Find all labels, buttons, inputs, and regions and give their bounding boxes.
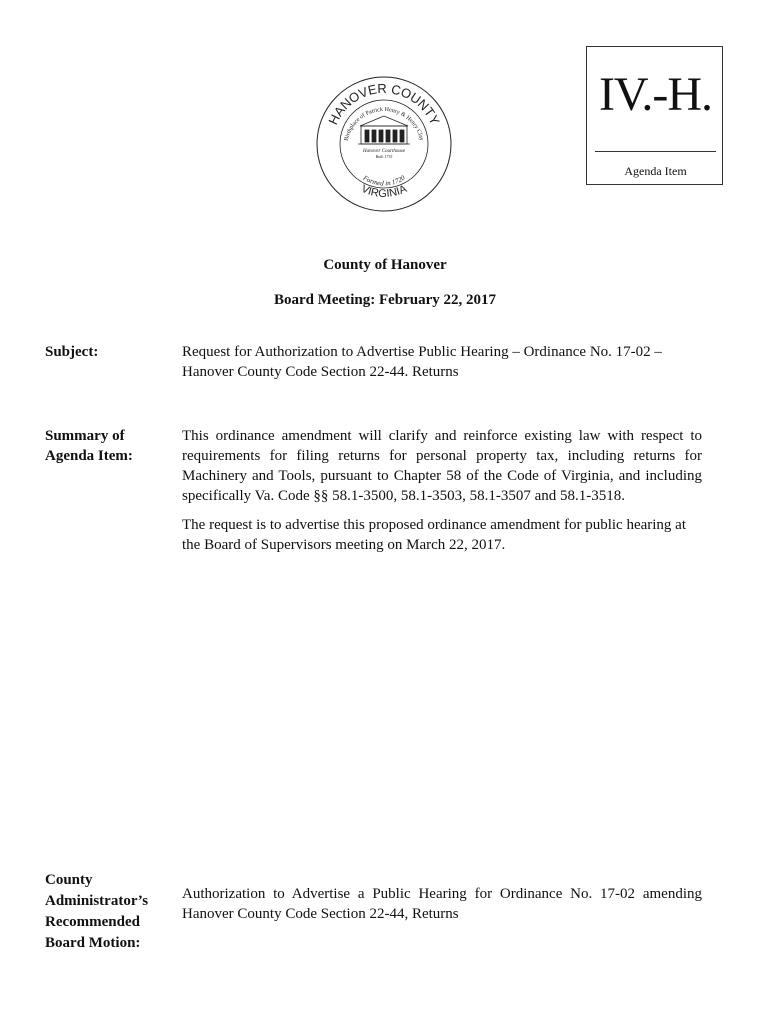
agenda-item-number: IV.-H. — [598, 68, 713, 121]
county-seal-logo — [314, 74, 454, 214]
summary-paragraph-1: This ordinance amendment will clarify and reinforce existing law with respect to requirements for filing returns for personal property tax, including returns for Machinery and Tools, pursuant to Chapter 58 of the Code of Virginia, and including specifically Va. Code §§ 58.1-3500, 58.1-3503, 58.1-3507 and 58.1-3518. — [182, 428, 702, 504]
courthouse-building-icon — [358, 116, 410, 144]
subject-text: Request for Authorization to Advertise Public Hearing – Ordinance No. 17-02 – Hanover County Code Section 22-44. Returns — [182, 344, 662, 380]
seal-building-caption: Hanover Courthouse — [362, 149, 406, 154]
summary-paragraph-2: The request is to advertise this proposed ordinance amendment for public hearing at the Board of Supervisors meeting on March 22, 2017. — [182, 517, 687, 553]
summary-section — [182, 426, 702, 555]
motion-text: Authorization to Advertise a Public Hearing for Ordinance No. 17-02 amending Hanover County Code Section 22-44, Returns — [182, 886, 702, 922]
agenda-item-box — [586, 46, 723, 185]
board-meeting-date: Board Meeting: February 22, 2017 — [273, 292, 497, 308]
seal-state-text: VIRGINIA — [359, 182, 409, 200]
motion-label: County Administrator’s Recommended Board Motion: — [45, 872, 149, 951]
agenda-item-label: Agenda Item — [624, 164, 687, 178]
agenda-box-divider — [595, 151, 716, 152]
seal-formed-text: Formed in 1720 — [361, 173, 407, 188]
seal-county-letters: HANOVER COUNTY — [325, 80, 443, 128]
seal-inner-ring-text: Birthplace of Patrick Henry & Henry Clay — [343, 106, 425, 142]
county-title: County of Hanover — [323, 257, 447, 273]
seal-building-year: Built 1735 — [375, 154, 393, 159]
summary-label: Summary of Agenda Item: — [45, 428, 133, 464]
subject-label: Subject: — [45, 344, 99, 360]
